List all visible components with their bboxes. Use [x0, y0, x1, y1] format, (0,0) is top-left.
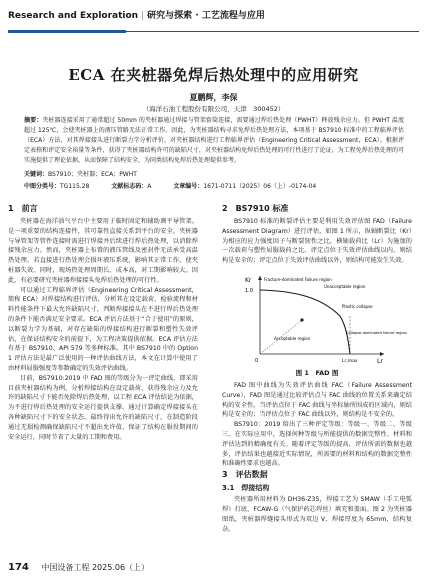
article-meta [24, 181, 404, 190]
failure-assessment-curve [260, 290, 350, 354]
section-2-paragraph-1: BS7910 标准的断裂评估主要是利用失效评估图 FAD（Failure Assessment Diagram）进行评估，如图 1 所示，纵轴断裂比（Kr）为相应的应力强度因子与断裂韧性之比，横轴载荷比（Lr）为施加的一次载荷与塑性屈服载荷之比。评定点位于失效评估曲线以内，则结构是安全的；评定点位于失效评估曲线以外，则结构可能发生失效。 [222, 218, 412, 265]
kr-label: Kr [245, 276, 252, 284]
clc-number: 中图分类号：TG115.28 [24, 183, 90, 190]
collapse-region-label: Collapse-dominated failure region [346, 330, 407, 335]
section-1-paragraph-1: 夹桩器在海洋油气平台中主要用于临时固定和辅助调平导管架。是一项重要的结构连接件，其可靠性直接关系到平台的安全。夹桩器与导管架等管件连接时需进行焊接并后续进行焊后热处理，以消除焊接残余应力。然而，夹桩器上布置的液压管线及密封件无法承受高温热处理，若直接进行热处理会损坏液压系统，影响其正常工作，使夹桩器失效。同时，现场热处理周期长、成本高，对工期影响较大。因此，有必要研究夹桩器焊接接头免焊后热处理的可行性。 [8, 218, 198, 284]
kr-axis-arrow [258, 276, 262, 280]
figure-1 [222, 270, 412, 377]
right-column [222, 203, 412, 534]
journal-section: Research and Exploration [8, 11, 139, 21]
section-1-paragraph-3: 目前，BS7910:2019 中 FAD 图的等级分为一评定曲线，即采用目前夹桩器结构为例，分析焊接结构在设定载荷、获得残余应力及允许的缺陷尺寸下能否免除焊后热处理，以工程 ECA 评估结论为依据，为不进行焊后热处理的安全运行提供支撑。通过计算确定焊接接头在各种缺陷尺寸下的安全状态，最终得出允许的缺陷尺寸，在制造阶段通过无损检测确保缺陷尺寸不超出允许值，保证了结构在服役期间的安全运行，同时节省了大量的工期和费用。 [8, 374, 198, 441]
header-accent-bar [8, 30, 126, 33]
footer-journal: 中国设备工程 [41, 563, 90, 572]
section-name-cn: 研究与探索 · 工艺流程与应用 [147, 11, 265, 21]
kr-one-label: 1.0 [245, 287, 253, 294]
document-code: 文献标志码：A [111, 183, 152, 190]
section-1-paragraph-2: 可以通过工程临界评估（Engineering Critical Assessment，简称 ECA）对焊接结构进行评估，分析其在设定载荷、检验流程和材料性能条件下最大允许缺陷尺寸，判断焊接接头在不进行焊后热处理的条件下能否满足安全要求。ECA 评估方法基于“合于使用”的原则，以断裂力学为基础，对存在缺陷的焊接结构进行断裂和塑性失效评估，在保证结构安全的前提下，为工程决策提供依据。ECA 评估方法有基于 BS7910、API 579 等多种标准。其中 BS7910 中的 Option 1 评估方法是最广泛使用的一种评估曲线方法，本文在计算中使用了由材料屈服强度等参数确定的失效评估曲线。 [8, 286, 198, 372]
journal-header [8, 8, 419, 28]
fracture-region-label: Fracture-dominated Failure region [264, 276, 332, 282]
lr-label: Lr [377, 357, 383, 365]
paper-title: ECA 在夹桩器免焊后热处理中的应用研究 [68, 66, 359, 84]
lr-axis-arrow [380, 352, 384, 356]
section-2-paragraph-3: BS7910：2019 给出了三种评定等级：等级一、等级二、等级三。在实际应用中，选择何种等级与所能提供的数据完整性、材料和评估达到的精确度有关。随着评定等级的提高，评估所需的数据也越多，评估结果也越接近实际情况，所需要的材料和结构的数据完整性和准确性要求也越高。 [222, 421, 412, 468]
fad-diagram [242, 270, 407, 366]
section-1-heading: 1 前言 [8, 204, 38, 213]
origin-label: 0 [255, 357, 259, 364]
section-2-heading: 2 BS7910 标准 [222, 204, 289, 213]
abstract-text: 夹桩器连接采用了通常超过 50mm 的夹桩器通过焊接与管架套筒连接，需要通过焊后热处理（PWHT）释放残余应力。但 PWHT 温度超过 125℃，会使夹桩器上的液压管路无法正常工作。因此，为夹桩器结构寻求免焊后热处理方法，本项基于 BS7910 标准中的工程临界评估（ECA）方法，对其焊接接头进行断裂力学分析评价，对夹桩器结构进行工程临界评估（Engineering Critical Assessment，ECA）。根据评定表格和评定安全裕量等条件，获得了夹桩器结构许可的缺陷尺寸，对夹桩器结构免焊后热处理的可行性进行了论证，为工程免焊后热处理的可实施提供了理论依据，从而保障了结构安全，为同类结构免焊后热处理提供参考。 [24, 117, 404, 164]
left-column [8, 203, 198, 442]
keywords-label: 关键词： [24, 171, 49, 178]
section-2-paragraph-2: FAD 图中曲线为失效评估曲线 FAC（Failure Assessment Curve），FAD 图是通过比较评估点与 FAC 曲线的位置关系来确定结构的安全性。当评估点位于 FAC 曲线与坐标轴所围成的区域内，则结构是安全的；当评估点位于 FAC 曲线以外，则结构是不安全的。 [222, 381, 412, 419]
page-number: 174 [8, 562, 29, 573]
plastic-collapse-label: Plastic collapse [342, 303, 373, 309]
section-3-1-paragraph-1: 夹桩器所用材料为 DH36-Z35，焊接工艺为 SMAW（手工电弧焊）打底，FCAW-G（气保护药芯焊丝）填充和盖面。图 2 为夹桩器图纸，夹桩器焊缝接头形式为双边 V，焊接厚度为 65mm，结构复杂。 [222, 496, 412, 533]
page-footer [8, 562, 419, 573]
footer-issue: 2025.06（上） [91, 563, 150, 572]
acceptable-region-label: Acceptable region [274, 335, 311, 341]
keywords [24, 169, 404, 178]
abstract [24, 116, 404, 166]
abstract-label: 摘要： [24, 117, 43, 124]
unacceptable-region-label: Unacceptable region [324, 283, 366, 289]
affiliation: （海洋石油工程股份有限公司，天津 300452） [142, 105, 285, 113]
assessment-point [300, 318, 303, 321]
header-separator: | [141, 11, 145, 21]
section-3-1-heading: 3.1 焊接结构 [222, 484, 270, 493]
section-3-heading: 3 评估数据 [222, 470, 268, 480]
keywords-text: BS7910；夹桩器；ECA；PWHT [48, 171, 137, 178]
article-number: 文章编号：1671-0711（2025）06（上）-0174-04 [173, 183, 317, 190]
figure-1-caption: 图 1 FAD 图 [295, 368, 339, 377]
authors: 夏鹏辉，李保 [189, 93, 238, 102]
lr-max-label: Lr,max [342, 358, 358, 364]
